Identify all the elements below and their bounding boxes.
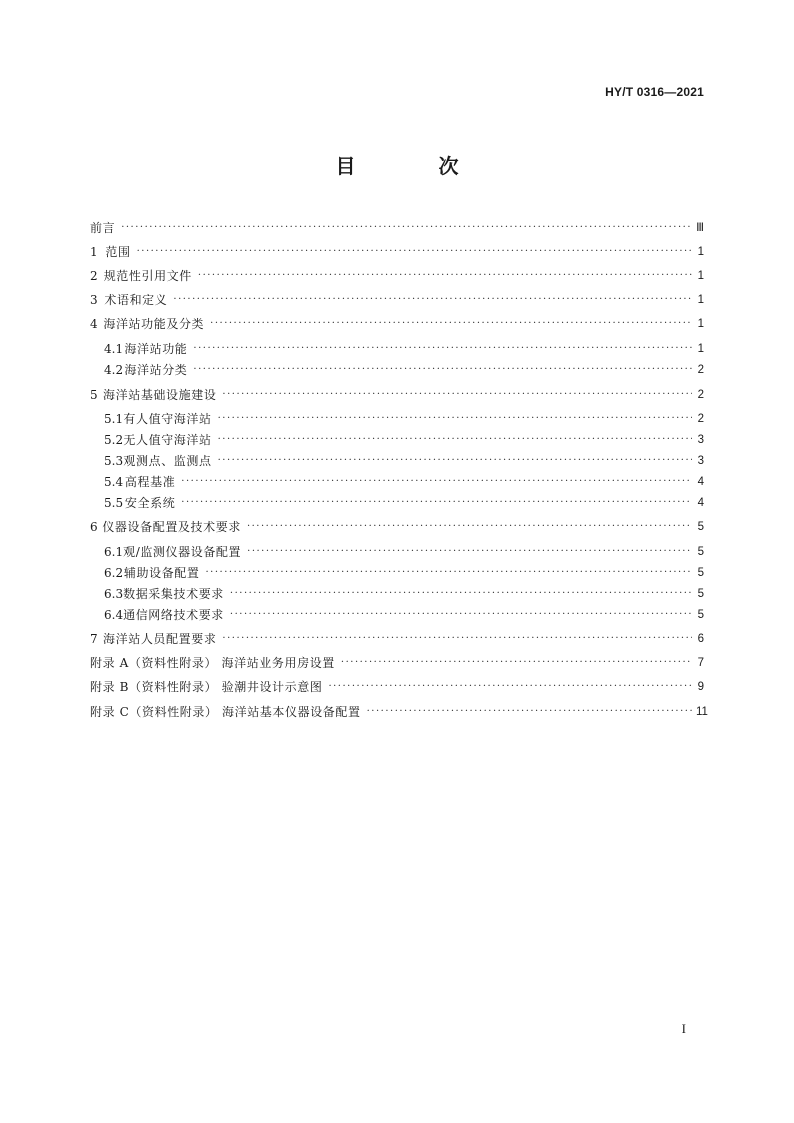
standard-number: HY/T 0316—2021 [605,85,704,99]
toc-entry-label: 观/监测仪器设备配置 [123,545,242,559]
toc-entry-label: 安全系统 [124,496,176,510]
toc-entry-number: 6.3 [104,587,124,601]
toc-entry-number: 5.1 [104,412,124,426]
toc-entry[interactable] [104,561,704,581]
toc-entry[interactable] [90,675,704,695]
toc-entry-page: 5 [697,546,704,558]
toc-leader-dots [198,271,692,281]
toc-entry[interactable] [104,470,704,490]
toc-entry-page: 5 [697,567,704,579]
toc-entry-number: 2 [90,269,98,283]
toc-entry[interactable] [90,700,708,720]
toc-entry-number: 6.1 [104,545,124,559]
toc-leader-dots [222,390,692,400]
toc-entry-label: 有人值守海洋站 [123,412,212,426]
toc-entry-label: 海洋站人员配置要求 [103,632,217,646]
page-number: I [681,1021,686,1036]
toc-entry[interactable] [104,337,704,357]
toc-entry[interactable] [90,383,704,403]
toc-leader-dots [230,589,692,599]
toc-entry-page: 2 [697,389,704,401]
toc-leader-dots [181,477,692,487]
toc-entry-page: 5 [697,521,704,533]
toc-leader-dots [247,547,692,557]
toc-entry-number: 6.2 [104,566,124,580]
toc-leader-dots [230,610,692,620]
toc-entry-label: 附录 A（资料性附录） 海洋站业务用房设置 [90,656,335,670]
toc-entry-number: 4 [90,317,98,331]
toc-leader-dots [222,634,692,644]
toc-entry[interactable] [104,428,704,448]
toc-entry-label: 附录 B（资料性附录） 验潮井设计示意图 [90,680,323,694]
toc-entry-page: 9 [697,681,704,693]
toc-entry-page: 7 [697,657,704,669]
toc-leader-dots [121,223,692,233]
toc-entry-page: 2 [697,413,704,425]
toc-entry-page: Ⅲ [696,222,704,234]
toc-entry-label: 辅助设备配置 [123,566,200,580]
toc-leader-dots [210,319,692,329]
toc-leader-dots [218,435,692,445]
toc-entry-number: 5 [90,388,98,402]
toc-entry-number: 7 [90,632,98,646]
toc-leader-dots [218,456,692,466]
toc-entry-label: 附录 C（资料性附录） 海洋站基本仪器设备配置 [90,705,361,719]
toc-title: 目 次 [335,154,497,178]
toc-entry[interactable] [104,603,704,623]
toc-leader-dots [206,568,693,578]
toc-entry-label: 海洋站功能 [124,342,188,356]
toc-entry-page: 3 [697,434,704,446]
toc-entry-page: 1 [697,318,704,330]
toc-entry[interactable] [90,651,704,671]
toc-leader-dots [218,414,692,424]
toc-entry[interactable] [104,449,704,469]
toc-entry[interactable] [104,582,704,602]
toc-entry-page: 11 [696,706,708,718]
toc-entry-label: 高程基准 [124,475,176,489]
toc-entry-number: 6.4 [104,608,124,622]
toc-entry-label: 海洋站基础设施建设 [103,388,217,402]
toc-entry[interactable] [104,540,704,560]
toc-entry-page: 1 [697,294,704,306]
toc-entry-number: 1 [90,245,98,259]
toc-entry[interactable] [90,264,704,284]
toc-leader-dots [247,522,692,532]
toc-entry-label: 通信网络技术要求 [123,608,224,622]
toc-entry-page: 1 [697,270,704,282]
toc-entry-label: 范围 [105,245,131,259]
toc-entry-page: 1 [697,246,704,258]
toc-leader-dots [328,682,692,692]
toc-leader-dots [193,344,692,354]
toc-entry[interactable] [90,216,704,236]
toc-entry-page: 3 [697,455,704,467]
toc-entry-label: 海洋站功能及分类 [103,317,205,331]
toc-entry-label: 数据采集技术要求 [123,587,224,601]
toc-entry-page: 5 [697,588,704,600]
toc-entry-label: 海洋站分类 [124,363,188,377]
toc-entry-page: 4 [697,476,704,488]
toc-entry-page: 5 [697,609,704,621]
toc-entry-page: 1 [697,343,704,355]
toc-entry-number: 4.1 [104,342,124,356]
toc-entry-label: 仪器设备配置及技术要求 [102,520,241,534]
toc-entry[interactable] [90,515,704,535]
toc-entry[interactable] [90,627,704,647]
toc-leader-dots [173,295,692,305]
toc-entry-label: 规范性引用文件 [103,269,192,283]
toc-entry[interactable] [90,312,704,332]
toc-entry-number: 5.2 [104,433,124,447]
toc-entry[interactable] [90,240,704,260]
toc-entry-number: 5.3 [104,454,124,468]
toc-entry-number: 3 [90,293,98,307]
toc-leader-dots [181,498,692,508]
toc-entry-number: 5.4 [104,475,124,489]
toc-entry-label: 观测点、监测点 [123,454,212,468]
toc-entry-number: 6 [90,520,98,534]
toc-leader-dots [367,707,692,717]
toc-entry-page: 2 [697,364,704,376]
toc-entry-number: 4.2 [104,363,124,377]
toc-entry[interactable] [104,407,704,427]
toc-entry[interactable] [90,288,704,308]
toc-entry-label: 术语和定义 [104,293,168,307]
toc-entry-page: 4 [697,497,704,509]
toc-entry-page: 6 [697,633,704,645]
toc-leader-dots [341,658,692,668]
toc-entry[interactable] [104,358,704,378]
toc-entry-number: 5.5 [104,496,124,510]
toc-leader-dots [193,365,692,375]
toc-leader-dots [137,247,692,257]
toc-entry[interactable] [104,491,704,511]
toc-entry-label: 前言 [90,221,116,235]
toc-entry-label: 无人值守海洋站 [123,433,212,447]
